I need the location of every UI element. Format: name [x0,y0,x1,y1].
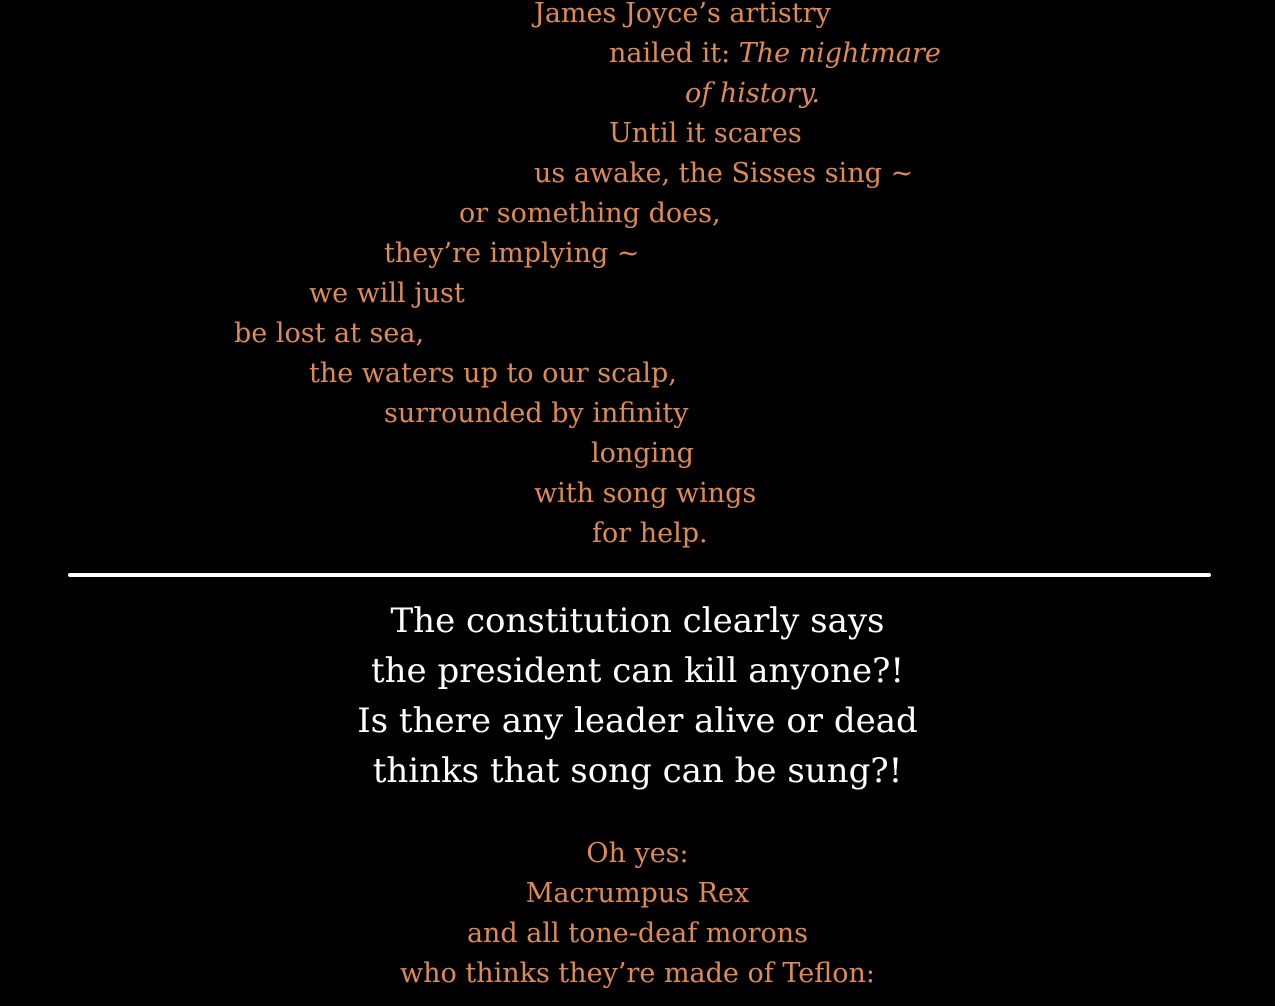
coda-stanza [0,834,1275,994]
poem-line: we will just [309,278,465,309]
poem-line: the waters up to our scalp, [309,358,677,389]
poem-line: they’re implying ~ [384,238,640,269]
poem-line: us awake, the Sisses sing ~ [534,158,914,189]
quote-line: the president can kill anyone?! [370,651,904,691]
poem-line: James Joyce’s artistry [534,0,831,29]
poem-line: longing [591,438,694,469]
poem-line: surrounded by infinity [384,398,689,429]
coda-line: and all tone-deaf morons [466,918,809,949]
coda-line: who thinks they’re made of Teflon: [400,958,875,989]
quote-line: The constitution clearly says [390,601,885,641]
poem-line: nailed it: The nightmare [609,38,941,69]
poem-line: or something does, [459,198,721,229]
poem-line: be lost at sea, [234,318,425,349]
poem-line: with song wings [534,478,757,509]
poem-line-italic: of history. [685,78,820,109]
horizontal-divider [68,573,1211,577]
poem-line: Until it scares [609,118,802,149]
quote-block [0,596,1275,796]
coda-line: Oh yes: [586,838,689,869]
poem-line: for help. [592,518,708,549]
coda-line: Macrumpus Rex [525,878,750,909]
poem-line-italic: The nightmare [738,38,941,69]
poem-line [685,74,820,114]
quote-line: thinks that song can be sung?! [372,751,903,791]
quote-line: Is there any leader alive or dead [357,701,918,741]
